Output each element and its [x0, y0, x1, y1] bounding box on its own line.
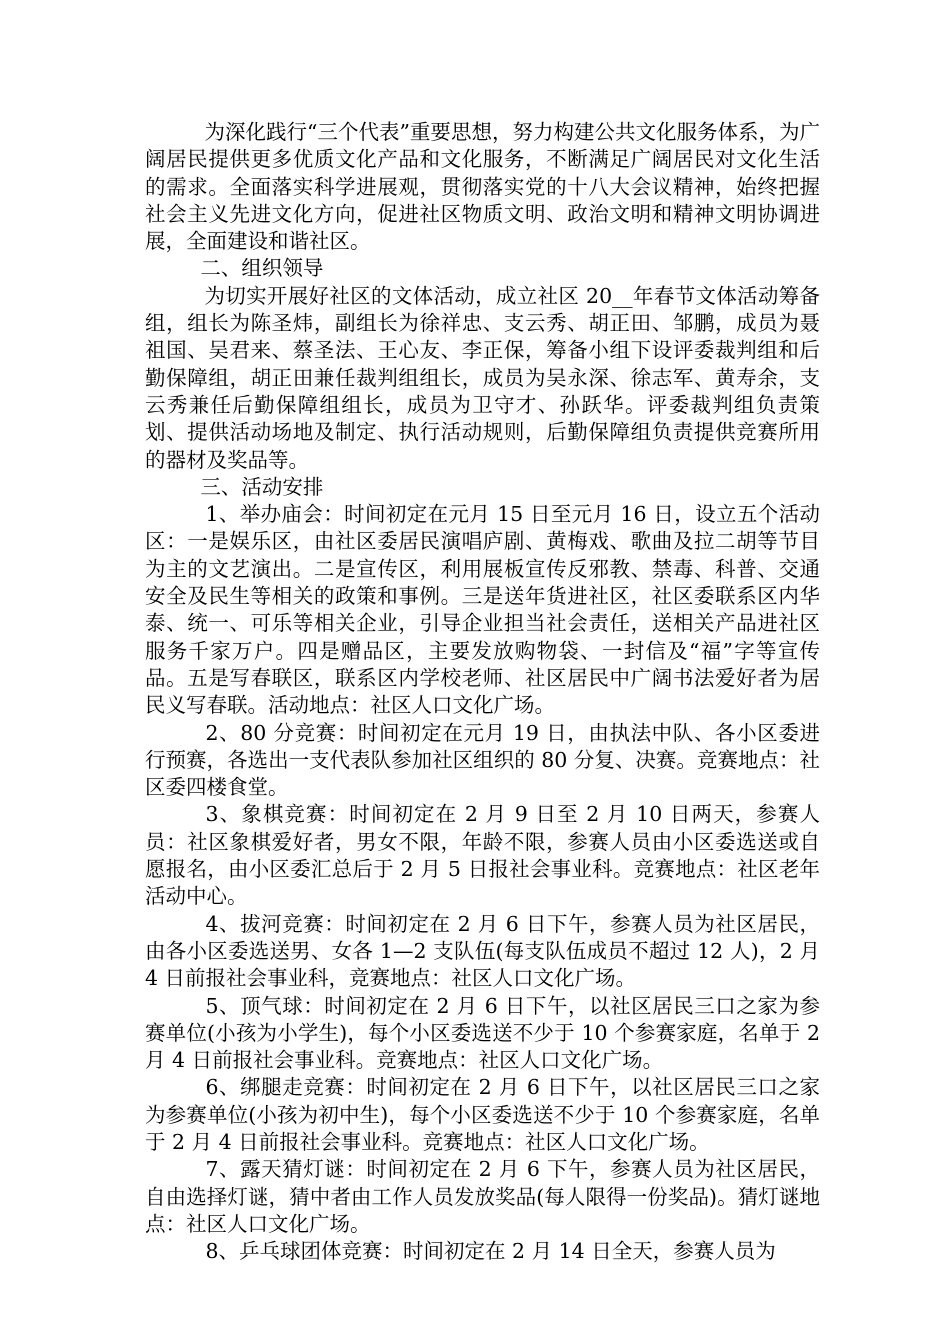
section-heading-activities: 三、活动安排 — [200, 474, 324, 499]
organization-paragraph: 为切实开展好社区的文体活动，成立社区 20__年春节文体活动筹备组，组长为陈圣炜，副组长为徐祥忠、支云秀、胡正田、邹鹏，成员为聂祖国、吴君来、蔡圣法、王心友、李正保，筹备小组下设评委裁判组和后勤保障组，胡正田兼任裁判组组长，成员为吴永深、徐志军、黄寿余，支云秀兼任后勤保障组组长，成员为卫守才、孙跃华。评委裁判组负责策划、提供活动场地及制定、执行活动规则，后勤保障组负责提供竞赛所用的器材及奖品等。 — [145, 283, 820, 472]
activity-item-card-game: 2、80 分竞赛：时间初定在元月 19 日，由执法中队、各小区委进行预赛，各选出一支代表队参加社区组织的 80 分复、决赛。竞赛地点：社区委四楼食堂。 — [145, 720, 820, 800]
activity-item-tug-of-war: 4、拔河竞赛：时间初定在 2 月 6 日下午，参赛人员为社区居民，由各小区委选送男、女各 1—2 支队伍(每支队伍成员不超过 12 人)，2 月 4 日前报社会事业科，竞赛地点：社区人口文化广场。 — [145, 911, 820, 991]
activity-item-lantern-riddles: 7、露天猜灯谜：时间初定在 2 月 6 下午，参赛人员为社区居民，自由选择灯谜，猜中者由工作人员发放奖品(每人限得一份奖品)。猜灯谜地点：社区人口文化广场。 — [145, 1157, 820, 1236]
section-heading-organization: 二、组织领导 — [200, 256, 324, 281]
document-body — [145, 119, 820, 1265]
activity-item-three-legged-walk: 6、绑腿走竞赛：时间初定在 2 月 6 日下午，以社区居民三口之家为参赛单位(小孩为初中生)，每个小区委选送不少于 10 个参赛家庭，名单于 2 月 4 日前报社会事业科。竞赛地点：社区人口文化广场。 — [145, 1075, 820, 1154]
activity-item-balloon: 5、顶气球：时间初定在 2 月 6 日下午，以社区居民三口之家为参赛单位(小孩为小学生)，每个小区委选送不少于 10 个参赛家庭，名单于 2 月 4 日前报社会事业科。竞赛地点：社区人口文化广场。 — [145, 993, 820, 1073]
activity-item-chess: 3、象棋竞赛：时间初定在 2 月 9 日至 2 月 10 日两天，参赛人员：社区象棋爱好者，男女不限，年龄不限，参赛人员由小区委选送或自愿报名，由小区委汇总后于 2 月 5 日报社会事业科。竞赛地点：社区老年活动中心。 — [145, 802, 820, 909]
activity-item-temple-fair: 1、举办庙会：时间初定在元月 15 日至元月 16 日，设立五个活动区：一是娱乐区，由社区委居民演唱庐剧、黄梅戏、歌曲及拉二胡等节目为主的文艺演出。二是宣传区，利用展板宣传反邪教、禁毒、科普、交通安全及民生等相关的政策和事例。三是送年货进社区，社区委联系区内华泰、统一、可乐等相关企业，引导企业担当社会责任，送相关产品进社区服务千家万户。四是赠品区，主要发放购物袋、一封信及“福”字等宣传品。五是写春联区，联系区内学校老师、社区居民中广阔书法爱好者为居民义写春联。活动地点：社区人口文化广场。 — [145, 502, 820, 718]
activity-item-table-tennis: 8、乒乓球团体竞赛：时间初定在 2 月 14 日全天，参赛人员为 — [205, 1239, 776, 1264]
intro-paragraph: 为深化践行“三个代表”重要思想，努力构建公共文化服务体系，为广阔居民提供更多优质文化产品和文化服务，不断满足广阔居民对文化生活的需求。全面落实科学进展观，贯彻落实党的十八大会议精神，始终把握社会主义先进文化方向，促进社区物质文明、政治文明和精神文明协调进展，全面建设和谐社区。 — [145, 120, 820, 254]
